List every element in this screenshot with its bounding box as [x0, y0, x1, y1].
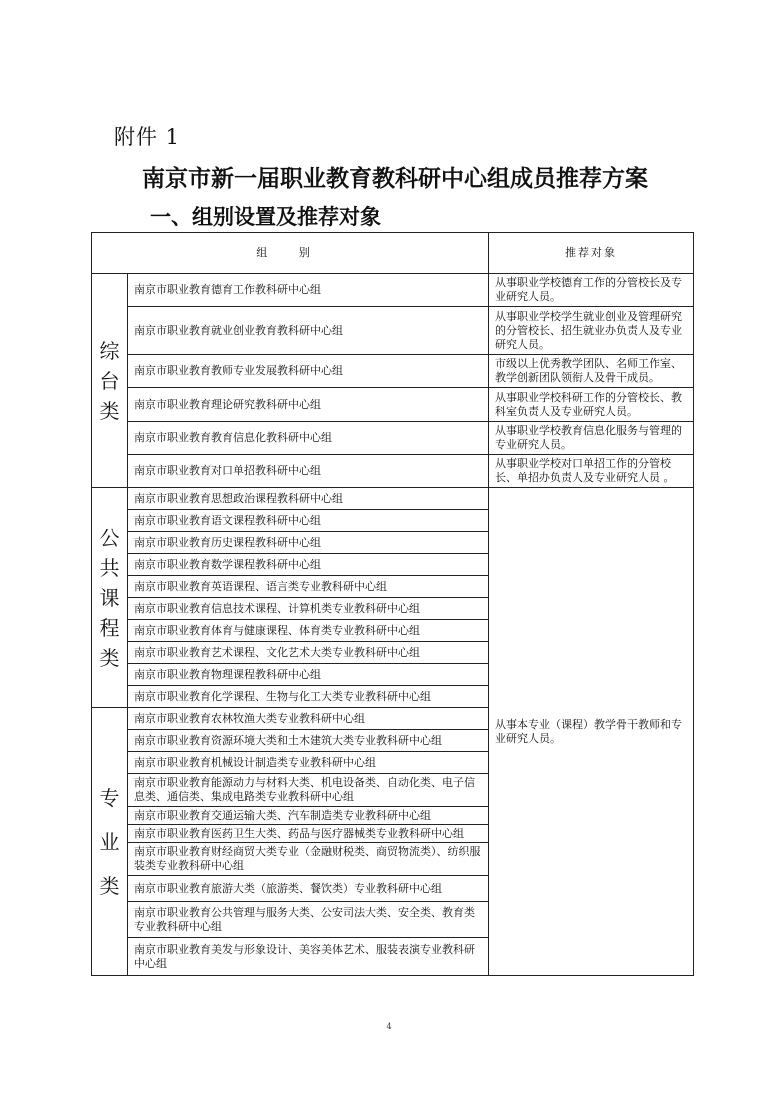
group-cell: 南京市职业教育财经商贸大类专业（金融财税类、商贸物流类）、纺织服装类专业教科研中心组	[128, 843, 489, 876]
group-cell: 南京市职业教育对口单招教科研中心组	[128, 455, 489, 488]
group-cell: 南京市职业教育美发与形象设计、美容美体艺术、服装表演专业教科研中心组	[128, 938, 489, 976]
group-cell: 南京市职业教育教师专业发展教科研中心组	[128, 355, 489, 388]
document-title: 南京市新一届职业教育教科研中心组成员推荐方案	[142, 165, 648, 192]
target-cell: 从事职业学校对口单招工作的分管校长、单招办负责人及专业研究人员 。	[489, 455, 694, 488]
table-row	[92, 388, 694, 422]
target-cell: 从事职业学校科研工作的分管校长、教科室负责人及专业研究人员。	[489, 388, 694, 422]
group-cell: 南京市职业教育数学课程教科研中心组	[128, 554, 489, 576]
table-row	[92, 455, 694, 488]
group-cell: 南京市职业教育体育与健康课程、体育类专业教科研中心组	[128, 620, 489, 642]
group-cell: 南京市职业教育德育工作教科研中心组	[128, 274, 489, 307]
group-cell: 南京市职业教育化学课程、生物与化工大类专业教科研中心组	[128, 686, 489, 708]
group-cell: 南京市职业教育资源环境大类和土木建筑大类专业教科研中心组	[128, 730, 489, 752]
group-cell: 南京市职业教育思想政治课程教科研中心组	[128, 488, 489, 510]
table-row	[92, 307, 694, 355]
target-cell: 从事职业学校教育信息化服务与管理的专业研究人员。	[489, 422, 694, 455]
recommendation-table	[91, 232, 694, 976]
group-cell: 南京市职业教育旅游大类（旅游类、餐饮类）专业教科研中心组	[128, 876, 489, 902]
group-cell: 南京市职业教育教育信息化教科研中心组	[128, 422, 489, 455]
group-cell: 南京市职业教育公共管理与服务大类、公安司法大类、安全类、教育类专业教科研中心组	[128, 902, 489, 938]
table-header-row	[92, 233, 694, 274]
group-cell: 南京市职业教育语文课程教科研中心组	[128, 510, 489, 532]
header-target: 推荐对象	[489, 233, 694, 274]
group-cell: 南京市职业教育信息技术课程、计算机类专业教科研中心组	[128, 598, 489, 620]
table-row	[92, 422, 694, 455]
annex-label: 附件 1	[114, 125, 181, 149]
group-cell: 南京市职业教育理论研究教科研中心组	[128, 388, 489, 422]
group-cell: 南京市职业教育艺术课程、文化艺术大类专业教科研中心组	[128, 642, 489, 664]
section-heading: 一、组别设置及推荐对象	[150, 204, 381, 229]
table-row	[92, 274, 694, 307]
header-group: 组 别	[92, 233, 489, 274]
category-cell	[92, 274, 128, 488]
table-row	[92, 488, 694, 510]
category-label: 专业类	[99, 785, 120, 898]
group-cell: 南京市职业教育机械设计制造类专业教科研中心组	[128, 752, 489, 774]
table-row	[92, 355, 694, 388]
target-cell: 市级以上优秀教学团队、名师工作室、教学创新团队领衔人及骨干成员。	[489, 355, 694, 388]
target-cell: 从事职业学校学生就业创业及管理研究的分管校长、招生就业办负责人及专业研究人员。	[489, 307, 694, 355]
group-cell: 南京市职业教育能源动力与材料大类、机电设备类、自动化类、电子信息类、通信类、集成电路类专业教科研中心组	[128, 774, 489, 807]
target-cell: 从事职业学校德育工作的分管校长及专业研究人员。	[489, 274, 694, 307]
group-cell: 南京市职业教育就业创业教育教科研中心组	[128, 307, 489, 355]
category-label: 公共课程类	[99, 525, 120, 670]
category-cell	[92, 708, 128, 976]
category-label: 综台类	[99, 338, 120, 423]
group-cell: 南京市职业教育农林牧渔大类专业教科研中心组	[128, 708, 489, 730]
group-cell: 南京市职业教育物理课程教科研中心组	[128, 664, 489, 686]
category-cell	[92, 488, 128, 708]
group-cell: 南京市职业教育英语课程、语言类专业教科研中心组	[128, 576, 489, 598]
group-cell: 南京市职业教育交通运输大类、汽车制造类专业教科研中心组	[128, 807, 489, 825]
group-cell: 南京市职业教育历史课程教科研中心组	[128, 532, 489, 554]
group-cell: 南京市职业教育医药卫生大类、药品与医疗器械类专业教科研中心组	[128, 825, 489, 843]
page-number: 4	[386, 1022, 392, 1031]
shared-target-cell: 从事本专业（课程）教学骨干教师和专业研究人员。	[489, 488, 694, 976]
